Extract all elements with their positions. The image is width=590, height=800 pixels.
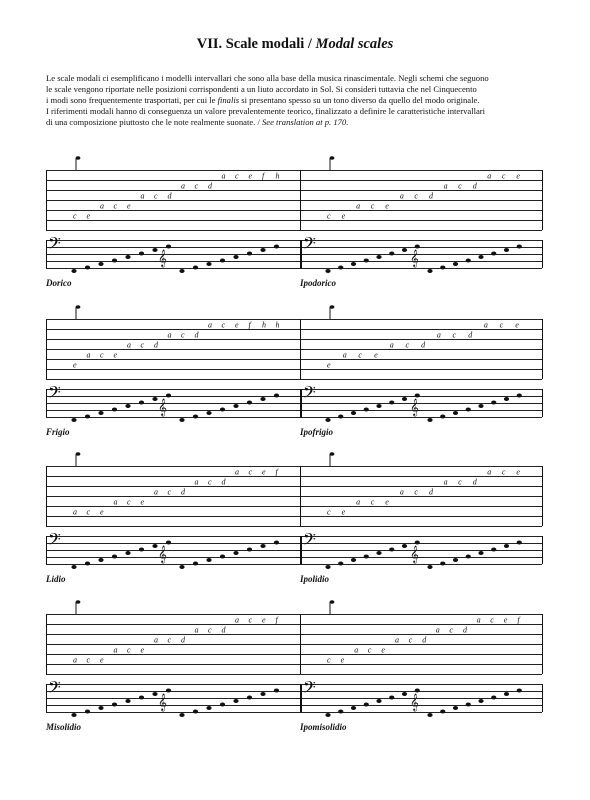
note-head [179, 713, 184, 717]
tab-letter: h [275, 171, 280, 181]
note-head [71, 713, 76, 717]
tab-letter: e [140, 645, 145, 655]
tab-letter: e [248, 171, 253, 181]
tab-letter: a [399, 191, 404, 201]
tab-letter: e [341, 507, 346, 517]
note-head [166, 689, 171, 693]
tab-letter: c [458, 477, 462, 487]
tab-letter: e [385, 201, 389, 211]
note-head [440, 710, 445, 714]
note-head [504, 692, 509, 696]
note-head [364, 703, 369, 707]
tab-letter: f [262, 171, 265, 181]
tab-letter: c [73, 211, 77, 221]
note-head [325, 713, 330, 717]
tab-letter: a [399, 487, 404, 497]
tab-letter: e [100, 655, 104, 665]
tab-letter: a [154, 487, 158, 497]
tab-letter: c [501, 171, 506, 181]
tab-letter: c [414, 191, 418, 201]
mode-label: Ipolidio [300, 574, 330, 584]
tab-letter: c [113, 201, 118, 211]
bass-clef-icon: 𝄢 [48, 384, 61, 406]
tab-letter: d [468, 330, 473, 340]
bass-clef-icon: 𝄢 [303, 531, 316, 553]
tab-letter: c [414, 487, 418, 497]
tab-letter: a [235, 615, 239, 625]
tab-letter: c [499, 320, 504, 330]
treble-clef-icon: 𝄞 [410, 547, 419, 563]
tab-letter: c [367, 645, 372, 655]
tab-letter: e [140, 497, 145, 507]
tab-letter: d [154, 340, 158, 350]
tab-letter: e [100, 507, 104, 517]
note-head [260, 692, 265, 696]
tab-letter: a [487, 467, 492, 477]
tab-letter: c [167, 635, 172, 645]
tab-letter: c [235, 171, 239, 181]
mode-label: Lidio [46, 574, 66, 584]
mode-label: Ipodorico [300, 278, 336, 288]
tab-letter: e [262, 467, 266, 477]
tab-letter: e [262, 615, 266, 625]
tab-letter: e [341, 211, 346, 221]
rhythm-flag-head [76, 600, 81, 604]
note-head [351, 706, 356, 710]
note-head [85, 710, 90, 714]
tab-letter: d [181, 487, 185, 497]
tab-letter: a [167, 330, 172, 340]
note-head [247, 696, 252, 700]
intro-text: i modi sono frequentemente trasportati, per cui le [46, 95, 218, 105]
tab-letter: d [181, 635, 185, 645]
tab-letter: f [248, 320, 251, 330]
intro-italic: See translation at p. 170. [261, 117, 349, 127]
tab-letter: a [194, 477, 199, 487]
tab-letter: c [501, 467, 506, 477]
note-head [466, 703, 471, 707]
tab-letter: c [140, 340, 145, 350]
treble-clef-icon: 𝄞 [158, 400, 167, 416]
title-main: VII. Scale modali / [196, 36, 316, 52]
mode-label: Misolidio [46, 722, 82, 732]
intro-line: le scale vengono riportate nelle posizioni corrispondenti a un liuto accordato in Sol. Si consideri tuttavia che nel Cinquecento [46, 84, 477, 94]
tab-letter: c [86, 507, 91, 517]
treble-clef-icon: 𝄞 [410, 251, 419, 267]
tab-letter: d [463, 625, 467, 635]
tab-letter: d [472, 181, 477, 191]
tab-letter: e [86, 211, 91, 221]
note-head [402, 692, 407, 696]
note-head [491, 696, 496, 700]
tab-letter: c [358, 350, 362, 360]
tab-letter: a [113, 645, 118, 655]
tab-letter: h [275, 320, 280, 330]
tab-letter: c [127, 497, 131, 507]
title-italic: Modal scales [315, 36, 394, 52]
tab-letter: c [405, 340, 410, 350]
bass-clef-icon: 𝄢 [48, 679, 61, 701]
note-head [193, 710, 198, 714]
tab-letter: c [248, 615, 253, 625]
tab-letter: a [487, 171, 492, 181]
note-head [139, 696, 144, 700]
treble-clef-icon: 𝄞 [158, 251, 167, 267]
tab-letter: e [503, 615, 508, 625]
tab-letter: a [154, 635, 158, 645]
bass-clef-icon: 𝄢 [303, 235, 316, 257]
tab-letter: h [262, 320, 266, 330]
tab-letter: a [476, 615, 481, 625]
tab-letter: d [429, 191, 433, 201]
tab-letter: c [154, 191, 158, 201]
bass-clef-icon: 𝄢 [48, 531, 61, 553]
bass-clef-icon: 𝄢 [303, 384, 316, 406]
tab-letter: d [429, 487, 433, 497]
note-head [206, 706, 211, 710]
intro-text: si presentano spesso su un tono diverso da quello del modo originale. [239, 95, 480, 105]
tab-letter: c [167, 487, 172, 497]
tab-letter: f [275, 615, 278, 625]
tab-letter: c [100, 350, 104, 360]
tab-letter: c [208, 477, 212, 487]
tab-letter: e [73, 360, 77, 370]
tab-letter: a [443, 477, 448, 487]
tab-letter: f [275, 467, 278, 477]
tab-letter: a [356, 201, 361, 211]
tab-letter: a [73, 507, 77, 517]
tab-letter: c [221, 320, 226, 330]
tab-letter: e [113, 350, 118, 360]
intro-line: Le scale modali ci esemplificano i modelli intervallari che sono alla base della musica rinascimentale. Negli schemi che seguono [46, 73, 489, 83]
tab-letter: a [235, 467, 239, 477]
note-head [152, 692, 157, 696]
mode-label: Frigio [46, 427, 70, 437]
treble-clef-icon: 𝄞 [158, 547, 167, 563]
treble-clef-icon: 𝄞 [410, 400, 419, 416]
note-head [274, 689, 279, 693]
bass-clef-icon: 𝄢 [48, 235, 61, 257]
tab-letter: c [194, 181, 199, 191]
note-head [112, 703, 117, 707]
tab-letter: c [408, 635, 413, 645]
tab-letter: c [449, 625, 453, 635]
treble-clef-icon: 𝄞 [158, 695, 167, 711]
tab-letter: d [208, 181, 212, 191]
tab-letter: a [140, 191, 145, 201]
tab-letter: c [127, 645, 131, 655]
tab-letter: e [340, 655, 345, 665]
note-head [415, 689, 420, 693]
mode-label: Dorico [46, 278, 72, 288]
tab-letter: a [483, 320, 488, 330]
tab-letter: a [73, 655, 77, 665]
tab-letter: c [208, 625, 212, 635]
tab-letter: a [354, 645, 359, 655]
tab-letter: a [113, 497, 118, 507]
tab-letter: a [100, 201, 104, 211]
tab-letter: d [221, 625, 226, 635]
tab-letter: a [86, 350, 91, 360]
tab-letter: a [435, 625, 440, 635]
tab-letter: a [342, 350, 347, 360]
note-head [517, 689, 522, 693]
tab-letter: a [356, 497, 361, 507]
tab-letter: c [86, 655, 91, 665]
tab-letter: c [490, 615, 494, 625]
rhythm-flag-head [330, 600, 335, 604]
tab-letter: a [208, 320, 212, 330]
tab-letter: e [516, 171, 520, 181]
tab-letter: e [385, 497, 389, 507]
intro-line: I riferimenti modali hanno di conseguenza un valore prevalentemente teorico, finalizzato a definire le caratteristiche intervallari [46, 106, 486, 116]
tab-letter: c [327, 507, 331, 517]
tab-letter: a [194, 625, 199, 635]
tab-letter: a [395, 635, 399, 645]
intro-italic: finalis [217, 95, 240, 105]
bass-clef-icon: 𝄢 [303, 679, 316, 701]
note-head [453, 706, 458, 710]
tab-letter: c [327, 211, 331, 221]
tab-letter: e [515, 320, 519, 330]
tab-letter: a [221, 171, 226, 181]
tab-letter: e [381, 645, 385, 655]
note-head [338, 710, 343, 714]
tab-letter: a [389, 340, 394, 350]
tab-letter: e [516, 467, 520, 477]
note-head [125, 699, 130, 703]
tab-letter: c [458, 181, 462, 191]
note-head [427, 713, 432, 717]
tab-letter: c [248, 467, 253, 477]
tab-letter: d [422, 635, 427, 645]
intro-text: di una composizione piuttosto che le note realmente suonate. / [46, 117, 262, 127]
tab-letter: e [235, 320, 239, 330]
note-head [389, 696, 394, 700]
tab-letter: e [127, 201, 131, 211]
tab-letter: c [327, 655, 331, 665]
tab-letter: c [452, 330, 457, 340]
note-head [233, 699, 238, 703]
note-head [220, 703, 225, 707]
mode-label: Ipomisolidio [300, 722, 347, 732]
tab-letter: a [181, 181, 185, 191]
tab-letter: d [167, 191, 172, 201]
note-head [98, 706, 103, 710]
tab-letter: c [370, 497, 375, 507]
tab-letter: a [443, 181, 448, 191]
tab-letter: d [194, 330, 199, 340]
tab-letter: c [181, 330, 185, 340]
tab-letter: f [517, 615, 520, 625]
tab-letter: d [421, 340, 426, 350]
tab-letter: a [436, 330, 441, 340]
tab-letter: c [370, 201, 375, 211]
tab-letter: d [221, 477, 226, 487]
tab-letter: e [374, 350, 378, 360]
tab-letter: a [127, 340, 131, 350]
tab-letter: d [472, 477, 477, 487]
note-head [376, 699, 381, 703]
note-head [478, 699, 483, 703]
treble-clef-icon: 𝄞 [410, 695, 419, 711]
mode-label: Ipofrigio [300, 427, 334, 437]
tab-letter: e [327, 360, 331, 370]
